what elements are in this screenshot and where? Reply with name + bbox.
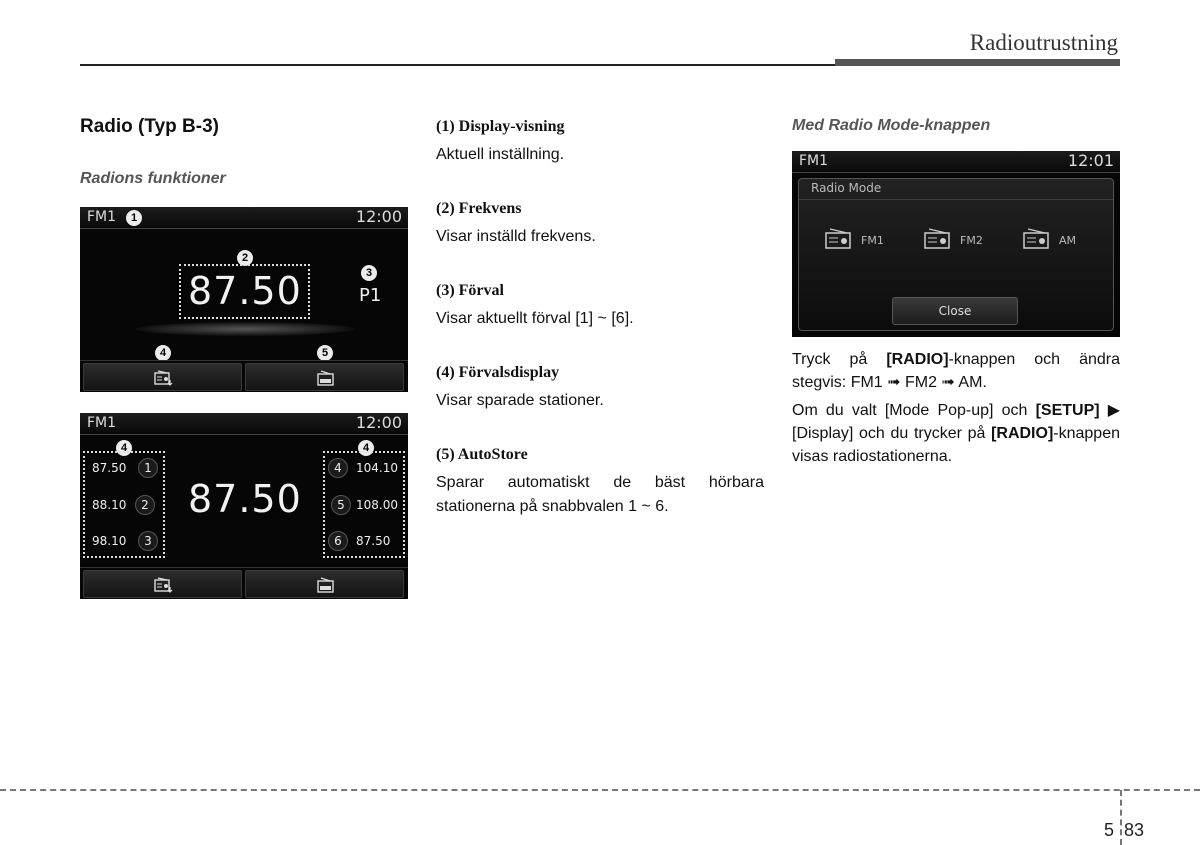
text-run-bold: [RADIO]: [886, 351, 949, 368]
list-item[interactable]: 98.10: [92, 534, 127, 548]
autostore-button[interactable]: [245, 363, 404, 391]
preset-number: 1: [138, 458, 158, 478]
radio-icon: [924, 227, 952, 249]
text-run: Tryck på: [792, 351, 887, 368]
frequency-display: 87.50: [188, 269, 302, 313]
radio-screen-main: [80, 207, 408, 392]
item-title: (2) Frekvens: [436, 200, 522, 217]
band-label: FM1: [87, 415, 117, 431]
radio-screen-presets: [80, 413, 408, 599]
radio-icon: [1023, 227, 1051, 249]
clock: 12:01: [1067, 151, 1114, 170]
glow-decoration: [135, 322, 355, 336]
text-run: ▶ [Display] och du trycker på: [792, 402, 1120, 442]
preset-number: 6: [328, 531, 348, 551]
column-2: [436, 117, 764, 551]
divider: [799, 199, 1113, 200]
item-text: Visar sparade stationer.: [436, 392, 604, 409]
text-run: -knappen visas radiostationerna.: [792, 425, 1120, 465]
text-run-bold: [RADIO]: [991, 425, 1054, 442]
item-text: Sparar automatiskt de bäst hörbara stationerna på snabbvalen 1 ~ 6.: [436, 474, 764, 515]
column-1: [80, 116, 408, 188]
paragraph: [792, 348, 1120, 394]
autostore-icon: [316, 369, 336, 387]
status-bar: [80, 207, 408, 229]
preset-indicator: P1: [359, 285, 382, 306]
section-subheading: Radions funktioner: [80, 170, 226, 187]
callout-badge: 4: [116, 440, 132, 456]
paragraph: [792, 399, 1120, 468]
list-item[interactable]: 108.00: [356, 498, 398, 512]
description-item: [436, 199, 764, 249]
column-3: [792, 117, 1120, 135]
section-heading: Radio (Typ B-3): [80, 116, 219, 137]
section-subheading: Med Radio Mode-knappen: [792, 117, 991, 134]
description-item: [436, 363, 764, 413]
band-label: FM1: [799, 153, 829, 169]
page-header-title: Radioutrustning: [969, 30, 1118, 55]
header-bar: [835, 59, 1120, 66]
chapter-number: 5: [1104, 820, 1115, 840]
radio-icon: [825, 227, 853, 249]
autostore-button[interactable]: [245, 570, 404, 598]
button-row: [80, 360, 408, 392]
status-bar: [792, 151, 1120, 173]
radio-list-icon: [154, 369, 174, 387]
item-text: Visar aktuellt förval [1] ~ [6].: [436, 310, 634, 327]
column-3-text: [792, 348, 1120, 468]
close-button[interactable]: Close: [892, 297, 1018, 325]
description-item: [436, 117, 764, 167]
item-title: (3) Förval: [436, 282, 504, 299]
list-item[interactable]: 104.10: [356, 461, 398, 475]
item-title: (5) AutoStore: [436, 446, 528, 463]
clock: 12:00: [355, 413, 402, 432]
band-label: FM1: [87, 209, 117, 225]
radio-list-icon: [154, 576, 174, 594]
preset-number: 2: [135, 495, 155, 515]
callout-badge: 1: [126, 210, 142, 226]
autostore-icon: [316, 576, 336, 594]
footer-rule: [0, 789, 1200, 791]
radio-mode-screen: [792, 151, 1120, 337]
list-item[interactable]: 87.50: [92, 461, 127, 475]
mode-label: AM: [1059, 234, 1077, 247]
preset-list-button[interactable]: [83, 363, 242, 391]
footer-divider: [1120, 790, 1122, 845]
mode-label: FM2: [960, 234, 983, 247]
description-item: [436, 445, 764, 519]
list-item[interactable]: 87.50: [356, 534, 391, 548]
preset-number: 4: [328, 458, 348, 478]
popup-title: Radio Mode: [811, 181, 882, 195]
item-text: Visar inställd frekvens.: [436, 228, 596, 245]
callout-badge: 3: [361, 265, 377, 281]
clock: 12:00: [355, 207, 402, 226]
text-run: Om du valt [Mode Pop-up] och: [792, 402, 1036, 419]
preset-number: 5: [331, 495, 351, 515]
description-item: [436, 281, 764, 331]
callout-badge: 4: [358, 440, 374, 456]
button-row: [80, 567, 408, 599]
text-run-bold: [SETUP]: [1035, 402, 1100, 419]
status-bar: [80, 413, 408, 435]
preset-list-button[interactable]: [83, 570, 242, 598]
item-title: (1) Display-visning: [436, 118, 565, 135]
frequency-display: 87.50: [188, 477, 302, 521]
page-number: 83: [1124, 820, 1145, 840]
preset-number: 3: [138, 531, 158, 551]
callout-badge: 2: [237, 250, 253, 266]
item-title: (4) Förvalsdisplay: [436, 364, 560, 381]
item-text: Aktuell inställning.: [436, 146, 565, 163]
callout-badge: 4: [155, 345, 171, 361]
callout-badge: 5: [317, 345, 333, 361]
mode-label: FM1: [861, 234, 884, 247]
list-item[interactable]: 88.10: [92, 498, 127, 512]
text-run: -knappen och ändra stegvis: FM1 ➟ FM2 ➟ AM.: [792, 351, 1120, 391]
